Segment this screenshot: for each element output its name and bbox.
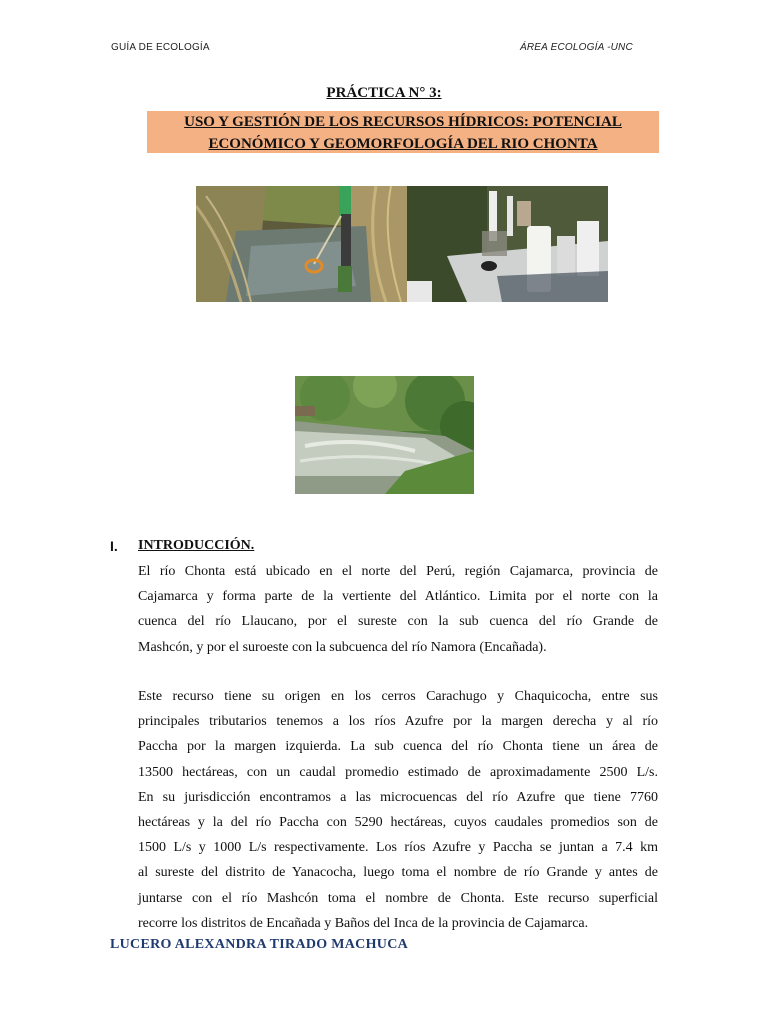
paragraph-line: Paccha por la margen izquierda. La sub cuenca del río Chonta tiene un área de (138, 739, 658, 755)
paragraph-line: Mashcón, y por el suroeste con la subcuenca del río Namora (Encañada). (138, 639, 547, 655)
subtitle-banner (147, 111, 659, 153)
paragraph-2 (138, 684, 658, 936)
header-left: GUÍA DE ECOLOGÍA (111, 42, 210, 53)
paragraph-line: juntarse con el río Mashcón toma el nombre de Chonta. Este recurso superficial (138, 890, 658, 906)
paragraph-line: 1500 L/s y 1000 L/s respectivamente. Los ríos Azufre y Paccha se juntan a 7.4 km (138, 840, 658, 856)
paragraph-line: principales tributarios tenemos a los ríos Azufre por la margen derecha y al río (138, 714, 658, 730)
section-number: I. (110, 538, 118, 554)
paragraph-line: El río Chonta está ubicado en el norte del Perú, región Cajamarca, provincia de (138, 564, 658, 579)
photo-river-chonta (295, 376, 474, 494)
paragraph-line: Cajamarca y forma parte de la vertiente del Atlántico. Limita por el norte con la (138, 589, 658, 605)
paragraph-1 (138, 559, 658, 660)
paragraph-line: 13500 hectáreas, con un caudal promedio estimado de aproximadamente 2500 L/s. (138, 764, 658, 780)
paragraph-line: hectáreas y la del río Paccha con 5290 hectáreas, cuyos caudales promedios son de (138, 814, 658, 830)
photo-lab-bottles (407, 186, 608, 302)
paragraph-line: recorre los distritos de Encañada y Baños del Inca de la provincia de Cajamarca. (138, 915, 589, 931)
header-right: ÁREA ECOLOGÍA -UNC (520, 42, 633, 53)
subtitle-line-1: USO Y GESTIÓN DE LOS RECURSOS HÍDRICOS: POTENCIAL (184, 114, 622, 130)
photo-stream-sampling (196, 186, 407, 302)
subtitle-line-2: ECONÓMICO Y GEOMORFOLOGÍA DEL RIO CHONTA (208, 136, 598, 152)
author-footer: LUCERO ALEXANDRA TIRADO MACHUCA (110, 937, 409, 952)
paragraph-line: al sureste del distrito de Yanacocha, luego toma el nombre de río Grande y antes de (138, 865, 658, 881)
page-title: PRÁCTICA N° 3: (326, 85, 442, 101)
paragraph-line: Este recurso tiene su origen en los cerros Carachugo y Chaquicocha, entre sus (138, 689, 658, 704)
section-title: INTRODUCCIÓN. (138, 538, 255, 553)
paragraph-line: cuenca del río Llaucano, por el sureste con la sub cuenca del río Grande de (138, 614, 658, 630)
paragraph-line: En su jurisdicción encontramos a las microcuencas del río Azufre que tiene 7760 (138, 789, 658, 805)
